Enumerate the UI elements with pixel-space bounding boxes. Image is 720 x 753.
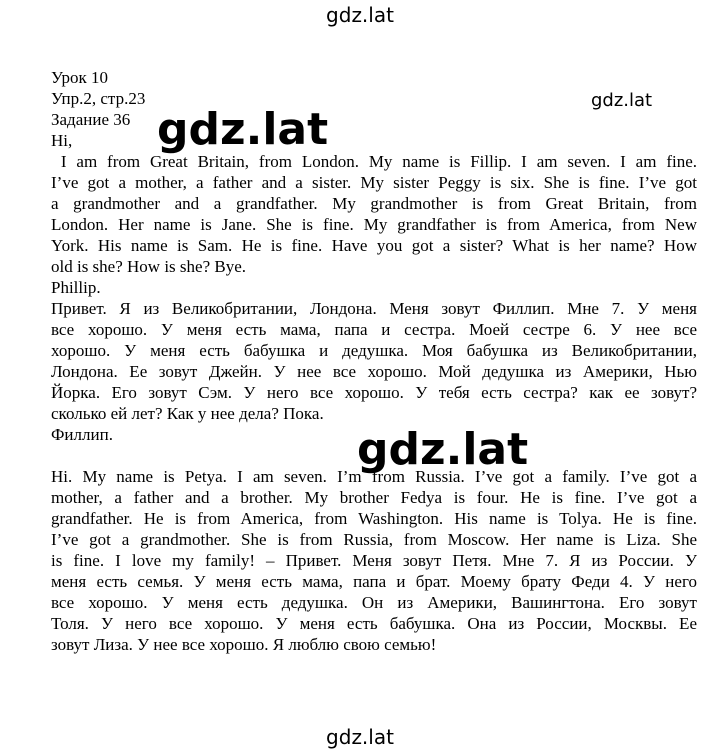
letter1-line: I am from Great Britain, from London. My name is Fillip. I am seven. I am fine. bbox=[51, 152, 697, 171]
watermark-top: gdz.lat bbox=[326, 3, 394, 27]
task-number: Задание 36 bbox=[51, 110, 131, 129]
letter2-line: is fine. I love my family! – Привет. Меня зовут Петя. Мне 7. Я из России. У bbox=[51, 551, 697, 570]
translation1-signature: Филлип. bbox=[51, 425, 113, 444]
letter2-body bbox=[51, 466, 697, 655]
letter1-signature: Phillip. bbox=[51, 278, 101, 297]
letter2-line: I’ve got a grandmother. She is from Russia, from Moscow. Her name is Liza. She bbox=[51, 530, 697, 549]
letter1-body bbox=[51, 151, 697, 277]
lesson-heading: Урок 10 bbox=[51, 68, 109, 87]
letter2-line: все хорошо. У меня есть дедушка. Он из Америки, Вашингтона. Его зовут bbox=[51, 593, 697, 612]
translation1-line: сколько ей лет? Как у нее дела? Пока. bbox=[51, 404, 324, 423]
letter1-line: a grandmother and a grandfather. My grandmother is from Great Britain, from bbox=[51, 194, 697, 213]
letter2-line: меня есть семья. У меня есть мама, папа и брат. Моему брату Феди 4. У него bbox=[51, 572, 697, 591]
letter2-line: grandfather. He is from America, from Washington. His name is Tolya. He is fine. bbox=[51, 509, 697, 528]
translation1-body bbox=[51, 298, 697, 424]
watermark-bottom: gdz.lat bbox=[326, 725, 394, 749]
exercise-reference: Упр.2, стр.23 bbox=[51, 89, 146, 108]
translation1-line: хорошо. У меня есть бабушка и дедушка. Моя бабушка из Великобритании, bbox=[51, 341, 697, 360]
document-body bbox=[51, 67, 697, 655]
letter1-line: York. His name is Sam. He is fine. Have you got a sister? What is her name? How bbox=[51, 236, 697, 255]
watermark-right: gdz.lat bbox=[591, 90, 653, 111]
translation1-line: все хорошо. У меня есть мама, папа и сестра. Моей сестре 6. У нее все bbox=[51, 320, 697, 339]
letter1-line: London. Her name is Jane. She is fine. My grandfather is from America, from New bbox=[51, 215, 697, 234]
letter2-line: зовут Лиза. У нее все хорошо. Я люблю свою семью! bbox=[51, 635, 437, 654]
translation1-line: Йорка. Его зовут Сэм. У него все хорошо. У тебя есть сестра? как ее зовут? bbox=[51, 383, 697, 402]
translation1-line: Привет. Я из Великобритании, Лондона. Меня зовут Филлип. Мне 7. У меня bbox=[51, 299, 697, 318]
letter2-line: mother, a father and a brother. My brother Fedya is four. He is fine. I’ve got a bbox=[51, 488, 697, 507]
translation1-line: Лондона. Ее зовут Джейн. У нее все хорошо. Мой дедушка из Америки, Нью bbox=[51, 362, 697, 381]
watermark-large-upper: gdz.lat bbox=[157, 104, 329, 155]
letter1-greeting: Hi, bbox=[51, 131, 73, 150]
letter2-line: Толя. У него все хорошо. У меня есть бабушка. Она из России, Москвы. Ее bbox=[51, 614, 697, 633]
letter1-line: I’ve got a mother, a father and a sister. My sister Peggy is six. She is fine. I’ve got bbox=[51, 173, 697, 192]
watermark-large-middle: gdz.lat bbox=[357, 424, 529, 475]
letter2-line: Hi. My name is Petya. I am seven. I’m from Russia. I’ve got a family. I’ve got a bbox=[51, 467, 697, 486]
letter1-line: old is she? How is she? Bye. bbox=[51, 257, 247, 276]
